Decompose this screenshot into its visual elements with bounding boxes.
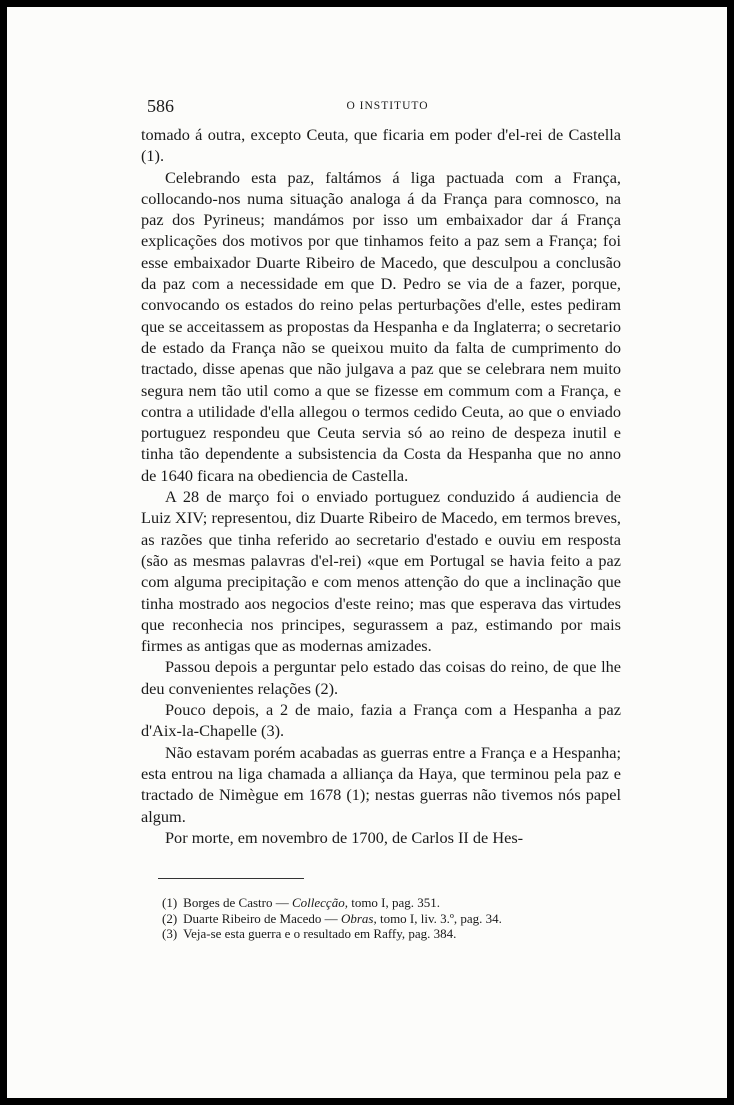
footnote-text: Duarte Ribeiro de Macedo — — [183, 910, 338, 926]
paragraph: Não estavam porém acabadas as guerras entre a França e a Hespanha; esta entrou na liga chamada a alliança da Haya, que terminou pela paz e tractado de Nimègue em 1678 (1); nestas guerras não tivemos nós papel algum. — [141, 742, 621, 826]
footnote-mark: (3) — [162, 926, 178, 941]
page-number: 586 — [147, 96, 174, 116]
footnotes — [162, 895, 602, 942]
footnote-text: Borges de Castro — — [183, 895, 289, 910]
paragraph: Pouco depois, a 2 de maio, fazia a França com a Hespanha a paz d'Aix-la-Chapelle (3). — [141, 700, 621, 741]
paragraph: Celebrando esta paz, faltámos á liga pactuada com a França, collocando-nos numa situação analoga á da França para comnosco, na paz dos Pyrineus; mandámos por isso um embaixador dar á França explicações dos motivos por que tinhamos feito a paz sem a França; foi esse embaixador Duarte Ribeiro de Macedo, que desculpou a conclusão da paz com a necessidade em que D. Pedro se via de a fazer, porque, convocando os estados do reino pelas perturbações d'elle, estes pediram que se acceitassem as propostas da Hespanha e da Inglaterra; o secretario de estado da França não se queixou muito da falta de cumprimento do tractado, disse apenas que não julgava a paz que se celebrara nem muito segura nem tão util como a que se fizesse em commum com a França, e contra a utilidade d'ella allegou o termos cedido Ceuta, ao que o enviado portuguez respondeu que Ceuta servia só ao reino de despeza inutil e tinha tão dependente a subsistencia da Costa da Hespanha que no anno de 1640 ficara na obediencia de Castella. — [141, 167, 621, 485]
footnote-title: Obras, — [340, 910, 377, 926]
paragraph: Por morte, em novembro de 1700, de Carlos II de Hes- — [165, 827, 524, 847]
body-text — [141, 124, 621, 848]
footnote-mark: (2) — [162, 910, 178, 926]
footnote — [162, 911, 602, 927]
footnote-ref: tomo I, liv. 3.º, pag. 34. — [379, 910, 502, 926]
paragraph: Passou depois a perguntar pelo estado das coisas do reino, de que lhe deu convenientes relações (2). — [141, 657, 621, 698]
paragraph-continuation: tomado á outra, excepto Ceuta, que ficaria em poder d'el-rei de Castella (1). — [141, 125, 621, 166]
paragraph: A 28 de março foi o enviado portuguez conduzido á audiencia de Luiz XIV; representou, diz Duarte Ribeiro de Macedo, em termos breves, as razões que tinha referido ao secretario d'estado e ouviu em resposta (são as mesmas palavras d'el-rei) «que em Portugal se havia feito a paz com alguma precipitação e com menos attenção do que a inclinação que tinha mostrado aos negocios d'este reino; mas que esperava das virtudes que reconhecia nos principes, segurassem a paz, estimando por mais firmes as antigas que as modernas amizades. — [141, 487, 621, 656]
footnote-text: Veja-se esta guerra e o resultado em Raffy, pag. 384. — [183, 926, 457, 941]
footnote-title: Collecção, — [291, 895, 348, 910]
footnote-ref: tomo I, pag. 351. — [351, 895, 441, 910]
page-header — [147, 96, 628, 120]
running-title: O INSTITUTO — [346, 100, 429, 112]
footnote — [162, 926, 602, 942]
footnote — [162, 895, 602, 911]
footnote-mark: (1) — [162, 895, 178, 910]
footnote-divider — [158, 878, 304, 879]
